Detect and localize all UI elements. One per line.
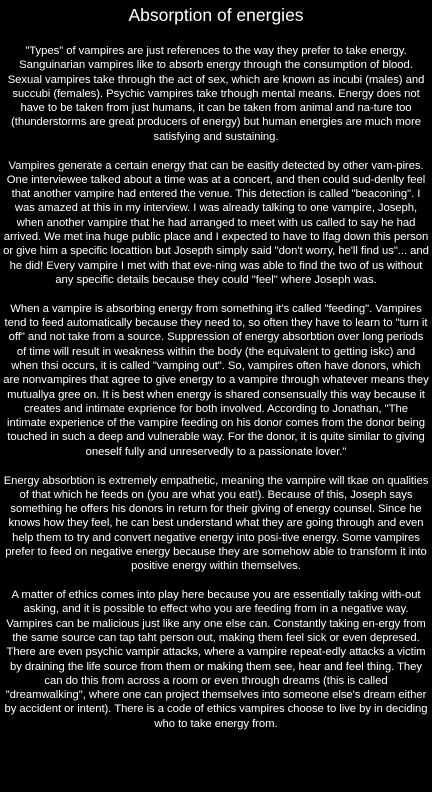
paragraph-types-of-vampires: "Types" of vampires are just references to the way they prefer to take energy. Sanguinarian vampires like to absorb energy through the consumption of blood. Sexual vampires take through the act of sex, which are known as incubi (males) and succubi (females). Psychic vampires take trhough mental means. Energy does not have to be taken from just humans, it can be taken from animal and na-ture too (thunderstorms are great producers of energy) but human energies are much more satisfying and sustaining. xyxy=(7,45,425,143)
paragraph-beaconing: Vampires generate a certain energy that can be easitly detected by other vam-pires. One interviewee talked about a time was at a concert, and then could sud-denlty feel that another vampire had entered the venue. This detection is called "beaconing". I was amazed at this in my interview. I was already talking to one vampire, Joseph, when another vampire that he had arranged to meet with us called to say he had arrived. We met ina huge public place and I expected to have to lfag down this person or give him a specific locattion but Josepth simply said "don't worry, he'll find us"... and he did! Every vampire I met with that eve-ning was able to find the two of us without any specific details because they could "feel" where Joseph was. xyxy=(3,159,429,286)
paragraph-feeding: When a vampire is absorbing energy from something it's called "feeding". Vampires tend to feed automatically because they need to, so often they have to learn to "turn it off" and not take from a source. Suppression of energy absorbtion over long periods of time will result in weakness within the body (the equivalent to getting iskc) and when thsi occurs, it is called "vamping out". So, vampires often have donors, which are nonvampires that agree to give energy to a vampire through whatever means they mutuallya gree on. It is best when energy is shared consensually this way because it creates and intimate exprience for both involved. According to Jonathan, "The intimate experience of the vampire feeding on his donor comes from the donor being touched in such a deep and vulnerable way. For the donor, it is quite similar to giving oneself fully and unreservedly to a passionate lover." xyxy=(3,302,429,458)
document-body xyxy=(3,44,429,731)
paragraph-ethics: A matter of ethics comes into play here because you are essentially taking with-out asking, and it is possible to effect who you are feeding from in a negative way. Vampires can be malicious just like any one else can. Constantly taking en-ergy from the same source can tap taht person out, making them feel sick or even depresed. There are even psychic vampir attacks, where a vampire repeat-edly attacks a victim by draining the life source from them or making them see, hear and feel thing. They can do this from across a room or even through dreams (this is called "dreamwalking", where one can project themselves into someone else's dream either by accident or intent). There is a code of ethics vampires choose to live by in deciding who to take energy from. xyxy=(4,589,428,730)
paragraph-empathy: Energy absorbtion is extremely empathetic, meaning the vampire will tkae on qualities of that which he feeds on (you are what you eat!). Because of this, Joseph says something he offers his donors in return for their giving of energy counsel. Since he knows how they feel, he can best understand what they are going through and even help them to try and convert negative energy into posi-tive energy. Some vampires prefer to feed on negative energy because they are somehow able to transform it into positive energy within themselves. xyxy=(3,474,429,573)
document-title: Absorption of energies xyxy=(128,5,304,25)
